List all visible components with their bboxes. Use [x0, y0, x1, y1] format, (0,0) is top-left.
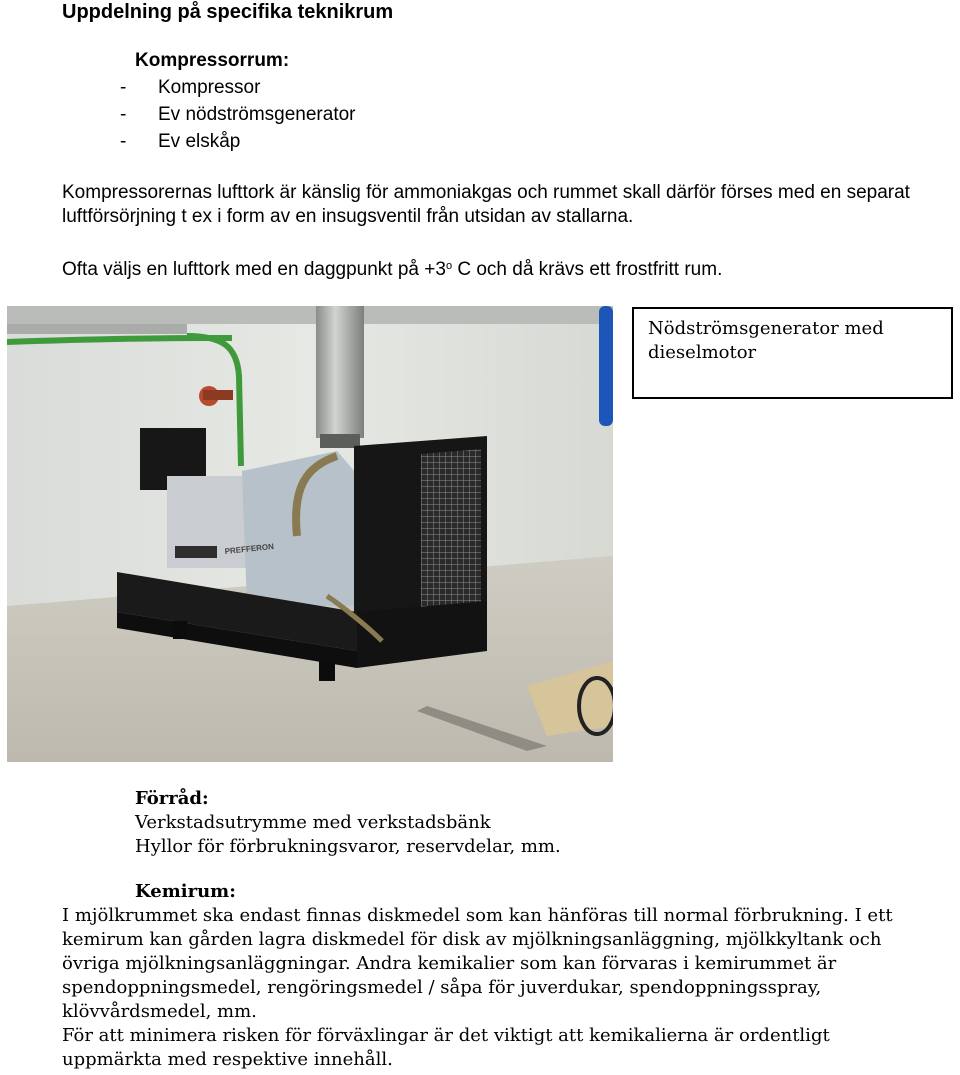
generator-illustration: [7, 306, 613, 762]
forrad-line: Hyllor för förbrukningsvaror, reservdelar, mm.: [135, 836, 561, 857]
list-item: [120, 104, 356, 126]
bullet-dash: -: [120, 104, 127, 125]
list-item: [120, 77, 260, 99]
kemirum-body: [62, 904, 932, 1072]
generator-photo: [7, 306, 613, 762]
list-item-label: Ev elskåp: [158, 131, 241, 152]
paragraph-daggpunkt: [62, 258, 942, 282]
section-title-kompressorrum: Kompressorrum:: [135, 50, 290, 71]
photo-caption-box: [632, 307, 953, 399]
kemirum-paragraph: För att minimera risken för förväxlingar är det viktigt att kemikalierna är ordentligt uppmärkta med respektive innehåll.: [62, 1025, 830, 1070]
paragraph-lufttork: Kompressorernas lufttork är känslig för ammoniakgas och rummet skall därför förses med en separat luftförsörjning t ex i form av en insugsventil från utsidan av stallarna.: [62, 182, 910, 227]
section-title-forrad: Förråd:: [135, 788, 209, 809]
bullet-dash: -: [120, 131, 127, 152]
photo-caption: Nödströmsgenerator med dieselmotor: [648, 318, 884, 363]
section-title-kemirum: Kemirum:: [135, 881, 236, 902]
list-item: [120, 131, 240, 153]
paragraph-text: C och då krävs ett frostfritt rum.: [452, 259, 723, 280]
forrad-line: Verkstadsutrymme med verkstadsbänk: [135, 812, 491, 833]
degree-superscript: o: [445, 260, 453, 272]
bullet-dash: -: [120, 77, 127, 98]
paragraph-text: Ofta väljs en lufttork med en daggpunkt på +3: [62, 259, 446, 280]
page-title: Uppdelning på specifika teknikrum: [62, 1, 394, 23]
list-item-label: Ev nödströmsgenerator: [158, 104, 356, 125]
kemirum-paragraph: I mjölkrummet ska endast finnas diskmedel som kan hänföras till normal förbrukning. I ett kemirum kan gården lagra diskmedel för disk av mjölkningsanläggning, mjölkkyltank och övriga mjölkningsanläggningar. Andra kemikalier som kan förvaras i kemirummet är spendoppningsmedel, rengöringsmedel / såpa för juverdukar, spendoppningsspray, klövvårdsmedel, mm.: [62, 905, 893, 1022]
list-item-label: Kompressor: [158, 77, 261, 98]
generator-brand-label: PREFFERON: [224, 541, 275, 556]
